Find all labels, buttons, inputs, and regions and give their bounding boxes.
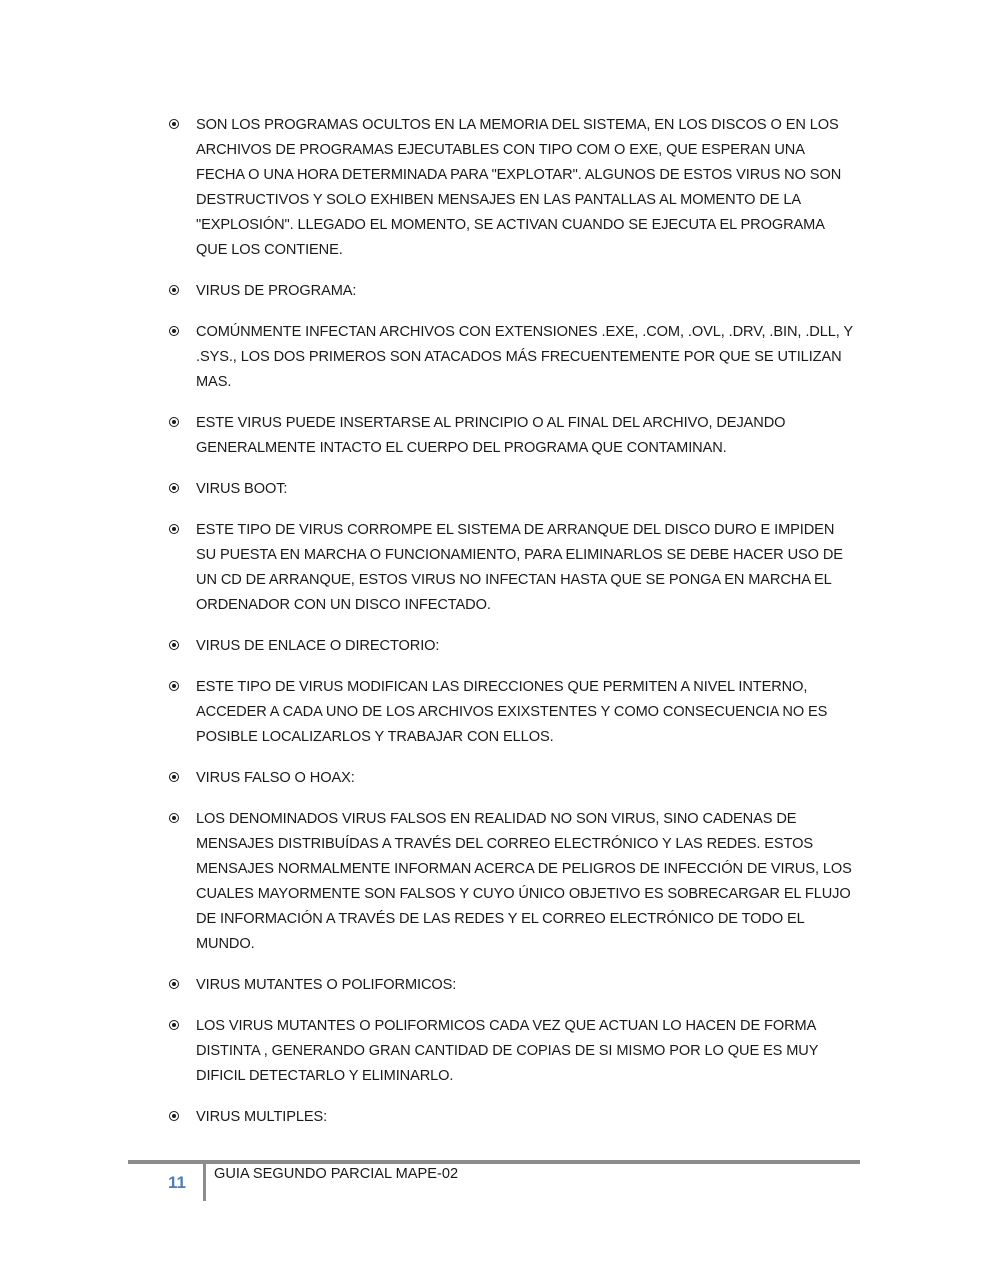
list-item-text: VIRUS MULTIPLES: <box>196 1109 328 1125</box>
bullet-icon <box>169 1111 179 1121</box>
list-item-text: VIRUS BOOT: <box>196 481 288 497</box>
list-item <box>166 634 856 659</box>
list-item-text: ESTE TIPO DE VIRUS MODIFICAN LAS DIRECCIONES QUE PERMITEN A NIVEL INTERNO, ACCEDER A CADA UNO DE LOS ARCHIVOS EXIXSTENTES Y COMO CONSECUENCIA NO ES POSIBLE LOCALIZARLOS Y TRABAJAR CON ELLOS. <box>196 679 828 745</box>
list-item <box>166 973 856 998</box>
list-item-text: SON LOS PROGRAMAS OCULTOS EN LA MEMORIA DEL SISTEMA, EN LOS DISCOS O EN LOS ARCHIVOS DE PROGRAMAS EJECUTABLES CON TIPO COM O EXE, QUE ESPERAN UNA FECHA O UNA HORA DETERMINADA PARA "EXPLOTAR". ALGUNOS DE ESTOS VIRUS NO SON DESTRUCTIVOS Y SOLO EXHIBEN MENSAJES EN LAS PANTALLAS AL MOMENTO DE LA "EXPLOSIÓN". LLEGADO EL MOMENTO, SE ACTIVAN CUANDO SE EJECUTA EL PROGRAMA QUE LOS CONTIENE. <box>196 117 842 258</box>
page-number: 11 <box>168 1173 186 1192</box>
list-item-text: VIRUS MUTANTES O POLIFORMICOS: <box>196 977 457 993</box>
list-item <box>166 411 856 461</box>
list-item-text: VIRUS FALSO O HOAX: <box>196 770 355 786</box>
list-item <box>166 518 856 618</box>
bullet-list <box>166 113 856 1146</box>
bullet-icon <box>169 524 179 534</box>
list-item <box>166 279 856 304</box>
bullet-icon <box>169 772 179 782</box>
bullet-icon <box>169 483 179 493</box>
list-item-text: VIRUS DE PROGRAMA: <box>196 283 357 299</box>
bullet-icon <box>169 813 179 823</box>
list-item-text: LOS DENOMINADOS VIRUS FALSOS EN REALIDAD NO SON VIRUS, SINO CADENAS DE MENSAJES DISTRIBUÍDAS A TRAVÉS DEL CORREO ELECTRÓNICO Y LAS REDES. ESTOS MENSAJES NORMALMENTE INFORMAN ACERCA DE PELIGROS DE INFECCIÓN DE VIRUS, LOS CUALES MAYORMENTE SON FALSOS Y CUYO ÚNICO OBJETIVO ES SOBRECARGAR EL FLUJO DE INFORMACIÓN A TRAVÉS DE LAS REDES Y EL CORREO ELECTRÓNICO DE TODO EL MUNDO. <box>196 811 852 952</box>
footer-rule <box>128 1160 860 1164</box>
list-item-text: COMÚNMENTE INFECTAN ARCHIVOS CON EXTENSIONES .EXE, .COM, .OVL, .DRV, .BIN, .DLL, Y .SYS., LOS DOS PRIMEROS SON ATACADOS MÁS FRECUENTEMENTE POR QUE SE UTILIZAN MAS. <box>196 324 853 390</box>
footer-divider <box>203 1163 206 1201</box>
list-item <box>166 766 856 791</box>
bullet-icon <box>169 979 179 989</box>
bullet-icon <box>169 285 179 295</box>
list-item-text: VIRUS DE ENLACE O DIRECTORIO: <box>196 638 440 654</box>
list-item <box>166 1105 856 1130</box>
bullet-icon <box>169 681 179 691</box>
list-item-text: ESTE TIPO DE VIRUS CORROMPE EL SISTEMA DE ARRANQUE DEL DISCO DURO E IMPIDEN SU PUESTA EN MARCHA O FUNCIONAMIENTO, PARA ELIMINARLOS SE DEBE HACER USO DE UN CD DE ARRANQUE, ESTOS VIRUS NO INFECTAN HASTA QUE SE PONGA EN MARCHA EL ORDENADOR CON UN DISCO INFECTADO. <box>196 522 843 613</box>
list-item <box>166 320 856 395</box>
list-item <box>166 1014 856 1089</box>
bullet-icon <box>169 1020 179 1030</box>
list-item <box>166 807 856 957</box>
bullet-icon <box>169 417 179 427</box>
list-item-text: LOS VIRUS MUTANTES O POLIFORMICOS CADA VEZ QUE ACTUAN LO HACEN DE FORMA DISTINTA , GENERANDO GRAN CANTIDAD DE COPIAS DE SI MISMO POR LO QUE ES MUY DIFICIL DETECTARLO Y ELIMINARLO. <box>196 1018 819 1084</box>
list-item <box>166 113 856 263</box>
list-item <box>166 675 856 750</box>
bullet-icon <box>169 326 179 336</box>
bullet-icon <box>169 640 179 650</box>
bullet-icon <box>169 119 179 129</box>
list-item-text: ESTE VIRUS PUEDE INSERTARSE AL PRINCIPIO O AL FINAL DEL ARCHIVO, DEJANDO GENERALMENTE INTACTO EL CUERPO DEL PROGRAMA QUE CONTAMINAN. <box>196 415 786 456</box>
footer-title: GUIA SEGUNDO PARCIAL MAPE-02 <box>214 1166 459 1182</box>
list-item <box>166 477 856 502</box>
